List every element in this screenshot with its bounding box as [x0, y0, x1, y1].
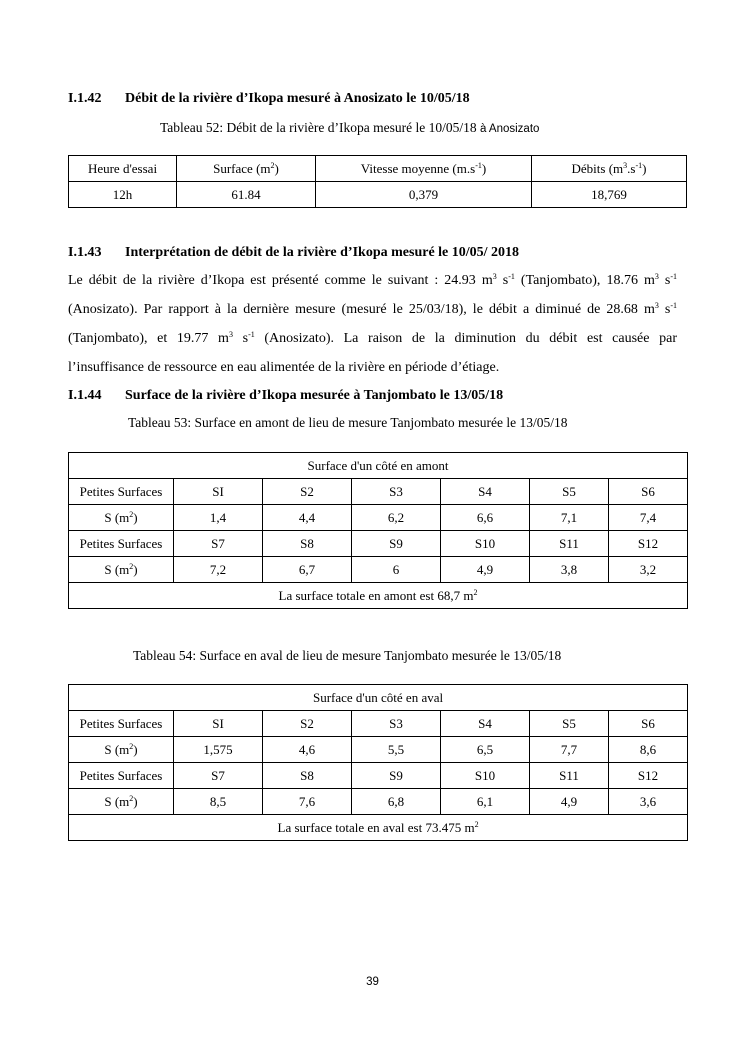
- table-53-caption: Tableau 53: Surface en amont de lieu de mesure Tanjombato mesurée le 13/05/18: [128, 415, 568, 430]
- table-52-caption: [160, 120, 539, 136]
- table-cell: 6: [352, 557, 441, 583]
- superscript: -1: [475, 160, 482, 170]
- table-header-row: [69, 156, 687, 182]
- table-cell: 61.84: [177, 182, 316, 208]
- table-cell: 7,1: [530, 505, 609, 531]
- table-cell: 7,7: [530, 737, 609, 763]
- header-text: Surface (m: [213, 160, 271, 176]
- superscript: 3: [654, 301, 659, 310]
- table-cell: 5,5: [352, 737, 441, 763]
- table-row: [69, 763, 688, 789]
- paragraph-line: [68, 295, 677, 324]
- header-text: ): [642, 160, 647, 176]
- table-cell: S3: [352, 711, 441, 737]
- superscript: 2: [473, 587, 478, 597]
- row-label: [69, 789, 174, 815]
- section-title: Surface de la rivière d’Ikopa mesurée à Tanjombato le 13/05/18: [125, 388, 504, 403]
- superscript: -1: [508, 272, 515, 281]
- table-title-cell: Surface d'un côté en amont: [69, 453, 688, 479]
- section-number: I.1.44: [68, 388, 102, 403]
- table-cell: S10: [441, 531, 530, 557]
- table-cell: 3,6: [609, 789, 688, 815]
- paragraph-line: [68, 324, 677, 353]
- table-cell: S10: [441, 763, 530, 789]
- table-cell: S6: [609, 711, 688, 737]
- table-cell: 4,4: [263, 505, 352, 531]
- table-52: [68, 155, 687, 208]
- section-number: I.1.43: [68, 245, 102, 260]
- label-text: S (m: [104, 509, 130, 525]
- section-title: Débit de la rivière d’Ikopa mesuré à Anosizato le 10/05/18: [125, 91, 470, 106]
- table-cell: S4: [441, 711, 530, 737]
- text: s: [232, 331, 249, 346]
- text: (Anosizato). La raison de la diminution du débit est causée par: [254, 331, 677, 346]
- superscript: 2: [129, 793, 134, 803]
- table-row: [69, 737, 688, 763]
- label-text: ): [133, 793, 138, 809]
- table-cell: 4,9: [441, 557, 530, 583]
- table-cell: S8: [263, 763, 352, 789]
- table-row: [69, 711, 688, 737]
- header-cell: [177, 156, 316, 182]
- table-total-row: [69, 815, 688, 841]
- page-number: 39: [366, 976, 379, 988]
- table-cell: 6,1: [441, 789, 530, 815]
- text: s: [658, 273, 671, 288]
- table-cell: S8: [263, 531, 352, 557]
- text: (Tanjombato), 18.76 m: [514, 273, 655, 288]
- row-label: [69, 505, 174, 531]
- row-label: Petites Surfaces: [69, 531, 174, 557]
- table-cell: SI: [174, 479, 263, 505]
- table-cell: 7,6: [263, 789, 352, 815]
- table-cell: S2: [263, 711, 352, 737]
- row-label: Petites Surfaces: [69, 711, 174, 737]
- header-text: ): [274, 160, 279, 176]
- table-cell: 0,379: [316, 182, 532, 208]
- header-cell: [69, 156, 177, 182]
- text: (Tanjombato), et 19.77 m: [68, 331, 229, 346]
- interpretation-paragraph: [68, 266, 677, 382]
- label-text: S (m: [104, 561, 130, 577]
- table-title-cell: Surface d'un côté en aval: [69, 685, 688, 711]
- total-cell: [69, 815, 688, 841]
- total-cell: [69, 583, 688, 609]
- table-54-caption: Tableau 54: Surface en aval de lieu de mesure Tanjombato mesurée le 13/05/18: [133, 648, 562, 663]
- table-cell: S9: [352, 763, 441, 789]
- table-cell: S11: [530, 531, 609, 557]
- table-cell: 6,8: [352, 789, 441, 815]
- label-text: S (m: [104, 793, 130, 809]
- label-text: S (m: [104, 741, 130, 757]
- section-heading-1-1-42: [68, 91, 688, 111]
- text: s: [658, 302, 671, 317]
- header-text: .s: [627, 160, 636, 176]
- table-cell: 1,575: [174, 737, 263, 763]
- table-cell: S3: [352, 479, 441, 505]
- superscript: 3: [654, 272, 659, 281]
- header-text: Heure d'essai: [87, 160, 158, 176]
- superscript: 3: [623, 160, 628, 170]
- header-text: Vitesse moyenne (m.s: [360, 160, 476, 176]
- caption-text: Tableau 52: Débit de la rivière d’Ikopa mesuré le 10/05/18: [160, 120, 480, 135]
- table-cell: 4,6: [263, 737, 352, 763]
- table-row: [69, 557, 688, 583]
- paragraph-line: [68, 266, 677, 295]
- superscript: 2: [270, 160, 275, 170]
- total-text: La surface totale en amont est 68,7 m: [278, 587, 474, 603]
- section-heading-1-1-43: [68, 245, 688, 265]
- superscript: -1: [248, 330, 255, 339]
- superscript: 2: [129, 561, 134, 571]
- superscript: -1: [670, 301, 678, 310]
- superscript: -1: [670, 272, 678, 281]
- table-cell: S5: [530, 479, 609, 505]
- table-cell: S6: [609, 479, 688, 505]
- superscript: 2: [129, 509, 134, 519]
- table-row: [69, 505, 688, 531]
- table-header-row: [69, 453, 688, 479]
- table-cell: 6,5: [441, 737, 530, 763]
- table-cell: S12: [609, 763, 688, 789]
- table-54: [68, 684, 688, 841]
- table-53: [68, 452, 688, 609]
- header-text: Débits (m: [571, 160, 624, 176]
- table-cell: 4,9: [530, 789, 609, 815]
- text: Le débit de la rivière d’Ikopa est présenté comme le suivant : 24.93 m: [68, 273, 493, 288]
- text: (Anosizato). Par rapport à la dernière mesure (mesuré le 25/03/18), le débit a diminué de 28.68 m: [68, 302, 655, 317]
- table-cell: 7,2: [174, 557, 263, 583]
- superscript: -1: [635, 160, 643, 170]
- section-title: Interprétation de débit de la rivière d’Ikopa mesuré le 10/05/ 2018: [125, 245, 520, 260]
- table-cell: S2: [263, 479, 352, 505]
- table-cell: S4: [441, 479, 530, 505]
- table-row: [69, 531, 688, 557]
- header-cell: [316, 156, 532, 182]
- row-label: [69, 737, 174, 763]
- table-cell: S11: [530, 763, 609, 789]
- header-cell: [532, 156, 687, 182]
- table-cell: S9: [352, 531, 441, 557]
- table-cell: S7: [174, 531, 263, 557]
- superscript: 3: [492, 272, 497, 281]
- table-cell: S7: [174, 763, 263, 789]
- section-heading-1-1-44: [68, 388, 688, 408]
- table-cell: 1,4: [174, 505, 263, 531]
- table-cell: 18,769: [532, 182, 687, 208]
- table-row: [69, 789, 688, 815]
- label-text: ): [133, 509, 138, 525]
- section-number: I.1.42: [68, 91, 102, 106]
- table-cell: 3,8: [530, 557, 609, 583]
- paragraph-line: l’insuffisance de ressource en eau alimentée de la rivière en période d’étiage.: [68, 360, 500, 375]
- row-label: Petites Surfaces: [69, 479, 174, 505]
- table-cell: S12: [609, 531, 688, 557]
- table-header-row: [69, 685, 688, 711]
- table-row: [69, 479, 688, 505]
- table-cell: 8,5: [174, 789, 263, 815]
- label-text: ): [133, 741, 138, 757]
- table-cell: SI: [174, 711, 263, 737]
- caption-location: à Anosizato: [479, 123, 540, 135]
- superscript: 3: [228, 330, 233, 339]
- table-cell: 6,2: [352, 505, 441, 531]
- table-cell: 6,7: [263, 557, 352, 583]
- superscript: 2: [474, 819, 479, 829]
- superscript: 2: [129, 741, 134, 751]
- table-cell: 6,6: [441, 505, 530, 531]
- table-cell: S5: [530, 711, 609, 737]
- text: s: [496, 273, 509, 288]
- table-cell: 8,6: [609, 737, 688, 763]
- table-cell: 7,4: [609, 505, 688, 531]
- table-cell: 3,2: [609, 557, 688, 583]
- row-label: Petites Surfaces: [69, 763, 174, 789]
- table-cell: 12h: [69, 182, 177, 208]
- table-total-row: [69, 583, 688, 609]
- row-label: [69, 557, 174, 583]
- table-row: [69, 182, 687, 208]
- header-text: ): [481, 160, 487, 176]
- total-text: La surface totale en aval est 73.475 m: [277, 819, 475, 835]
- label-text: ): [133, 561, 138, 577]
